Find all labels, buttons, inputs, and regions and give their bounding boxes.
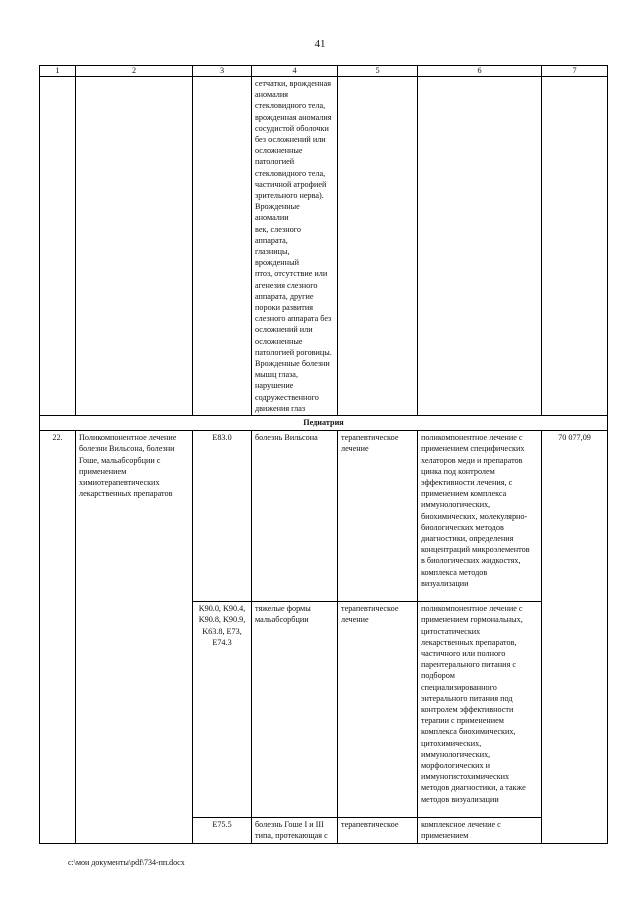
table-cell [338,77,418,416]
column-number-row [40,66,608,77]
icd-codes: K90.0, K90.4, K90.8, K90.9, K63.8, E73, E74.3 [193,602,252,818]
patient-model: болезнь Вильсона [252,431,338,602]
services-table [39,65,608,844]
column-header: 4 [252,66,338,77]
patient-model: болезнь Гоше I и III типа, протекающая с [252,818,338,843]
table-cell [76,77,193,416]
patient-model: тяжелые формы мальабсорбции [252,602,338,818]
column-header: 5 [338,66,418,77]
column-header: 7 [542,66,608,77]
cost-value: 70 077,09 [542,431,608,843]
column-header: 1 [40,66,76,77]
icd-codes: E83.0 [193,431,252,602]
table-row [40,431,608,602]
treatment-kind: терапевтическое лечение [338,602,418,818]
page-number: 41 [314,38,326,50]
row-number: 22. [40,431,76,843]
section-row [40,416,608,431]
treatment-method: поликомпонентное лечение с применением гормональных, цитостатических лекарственных препаратов, частичного или полного парентерального питания с подбором специализированного энтерального питания под контролем эффективности терапии с применением комплекса биохимических, цитохимических, иммунологических, морфологических и иммуногистохимических методов диагностики, а также методов визуализации [418,602,542,818]
section-title: Педиатрия [40,416,608,431]
service-name: Поликомпонентное лечение болезни Вильсона, болезни Гоше, мальабсорбции с применением химиотерапевтических лекарственных препаратов [76,431,193,843]
treatment-method: комплексное лечение с применением [418,818,542,843]
diagnosis-model-cell: сетчатки, врожденная аномалия стекловидного тела, врожденная аномалия сосудистой оболочки без осложнений или осложненные патологией стекловидного тела, частичной атрофией зрительного нерва). Врожденные аномалии век, слезного аппарата, глазницы, врожденный птоз, отсутствие или агенезия слезного аппарата, другие пороки развития слезного аппарата без осложнений или осложненные патологией роговицы. Врожденные болезни мышц глаза, нарушение содружественного движения глаз [252,77,338,416]
column-header: 2 [76,66,193,77]
treatment-kind: терапевтическое лечение [338,431,418,602]
column-header: 3 [193,66,252,77]
table-cell [418,77,542,416]
table-cell [542,77,608,416]
icd-codes: E75.5 [193,818,252,843]
continued-row [40,77,608,416]
table-cell [193,77,252,416]
file-path-footer: c:\мои документы\pdf\734-пп.docx [68,858,185,867]
table-cell [40,77,76,416]
treatment-kind: терапевтическое [338,818,418,843]
treatment-method: поликомпонентное лечение с применением специфических хелаторов меди и препаратов цинка под контролем эффективности лечения, с применением комплекса иммунологических, биохимических, молекулярно- биологических методов диагностики, определения концентраций микроэлементов в биологических жидкостях, комплекса методов визуализации [418,431,542,602]
column-header: 6 [418,66,542,77]
